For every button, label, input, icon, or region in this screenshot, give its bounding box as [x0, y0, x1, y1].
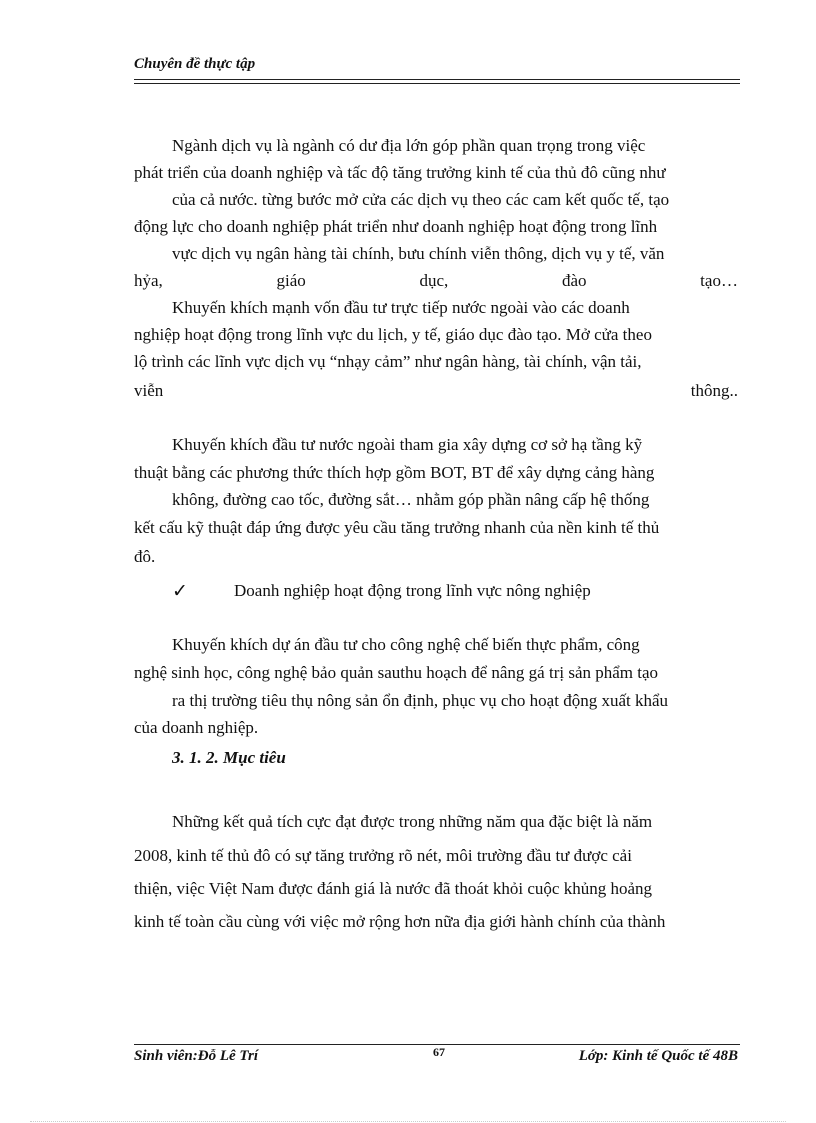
footer-class: Lớp: Kinh tế Quốc tế 48B — [578, 1048, 738, 1064]
para1-line-1: Ngành dịch vụ là ngành có dư địa lớn góp phần quan trọng trong việc — [172, 136, 646, 155]
bullet-text: Doanh nghiệp hoạt động trong lĩnh vực nông nghiệp — [234, 581, 591, 600]
para4-line-1: Khuyến khích dự án đầu tư cho công nghệ chế biến thực phẩm, công — [172, 635, 640, 654]
para4-line-3: ra thị trường tiêu thụ nông sản ổn định, phục vụ cho hoạt động xuất khẩu — [172, 691, 669, 710]
para3-line-3: không, đường cao tốc, đường sắt… nhằm góp phần nâng cấp hệ thống — [172, 490, 650, 509]
para1-word: hỷa, — [134, 271, 163, 290]
para1-word: đào — [561, 271, 587, 290]
para3-line-2: thuật bằng các phương thức thích hợp gồm BOT, BT để xây dựng cảng hàng — [134, 463, 655, 482]
para4-line-2: nghệ sinh học, công nghệ bảo quản sauthu hoạch để nâng gá trị sản phẩm tạo — [134, 663, 659, 682]
page-number: 67 — [433, 1045, 445, 1059]
para1-word: giáo — [276, 271, 306, 290]
para1-line-5: vực dịch vụ ngân hàng tài chính, bưu chính viễn thông, dịch vụ y tế, văn — [172, 244, 665, 263]
para2-line-1: Khuyến khích mạnh vốn đầu tư trực tiếp nước ngoài vào các doanh — [172, 298, 630, 317]
para5-line-2: 2008, kinh tế thủ đô có sự tăng trưởng rõ nét, môi trường đầu tư được cải — [134, 846, 632, 865]
para4-line-4: của doanh nghiệp. — [134, 718, 259, 737]
para2-line-3: lộ trình các lĩnh vực dịch vụ “nhạy cảm” như ngân hàng, tài chính, vận tải, — [134, 352, 642, 371]
para3-line-5: đô. — [134, 547, 156, 566]
header-rule-top — [134, 79, 740, 80]
para1-word: tạo… — [700, 271, 738, 290]
para5-line-4: kinh tế toàn cầu cùng với việc mở rộng hơn nữa địa giới hành chính của thành — [134, 912, 666, 931]
para1-line-2: phát triển của doanh nghiệp và tấc độ tăng trưởng kinh tế của thủ đô cũng như — [134, 163, 666, 182]
para2-word: thông.. — [690, 381, 738, 400]
para1-line-4: động lực cho doanh nghiệp phát triển như doanh nghiệp hoạt động trong lĩnh — [134, 217, 658, 236]
checkmark-icon: ✓ — [172, 581, 188, 602]
para2-line-4 — [134, 380, 738, 402]
page-header-title: Chuyên đề thực tập — [134, 56, 256, 72]
para2-line-2: nghiệp hoạt động trong lĩnh vực du lịch, y tế, giáo dục đào tạo. Mở cửa theo — [134, 325, 652, 344]
para5-line-1: Những kết quả tích cực đạt được trong những năm qua đặc biệt là năm — [172, 812, 653, 831]
para1-word: dục, — [419, 271, 449, 290]
para1-line-6 — [134, 270, 738, 292]
para3-line-4: kết cấu kỹ thuật đáp ứng được yêu cầu tăng trưởng nhanh của nền kinh tế thủ — [134, 518, 660, 537]
para3-line-1: Khuyến khích đầu tư nước ngoài tham gia xây dựng cơ sở hạ tầng kỹ — [172, 435, 643, 454]
para1-line-3: của cả nước. từng bước mở cửa các dịch vụ theo các cam kết quốc tế, tạo — [172, 190, 670, 209]
footer-student-name: Sinh viên:Đỗ Lê Trí — [134, 1048, 259, 1064]
section-heading: 3. 1. 2. Mục tiêu — [172, 748, 286, 767]
para5-line-3: thiện, việc Việt Nam được đánh giá là nước đã thoát khỏi cuộc khủng hoảng — [134, 879, 653, 898]
para2-word: viễn — [134, 381, 164, 400]
page-bottom-dotted-border — [30, 1121, 786, 1122]
header-rule-bottom — [134, 83, 740, 84]
